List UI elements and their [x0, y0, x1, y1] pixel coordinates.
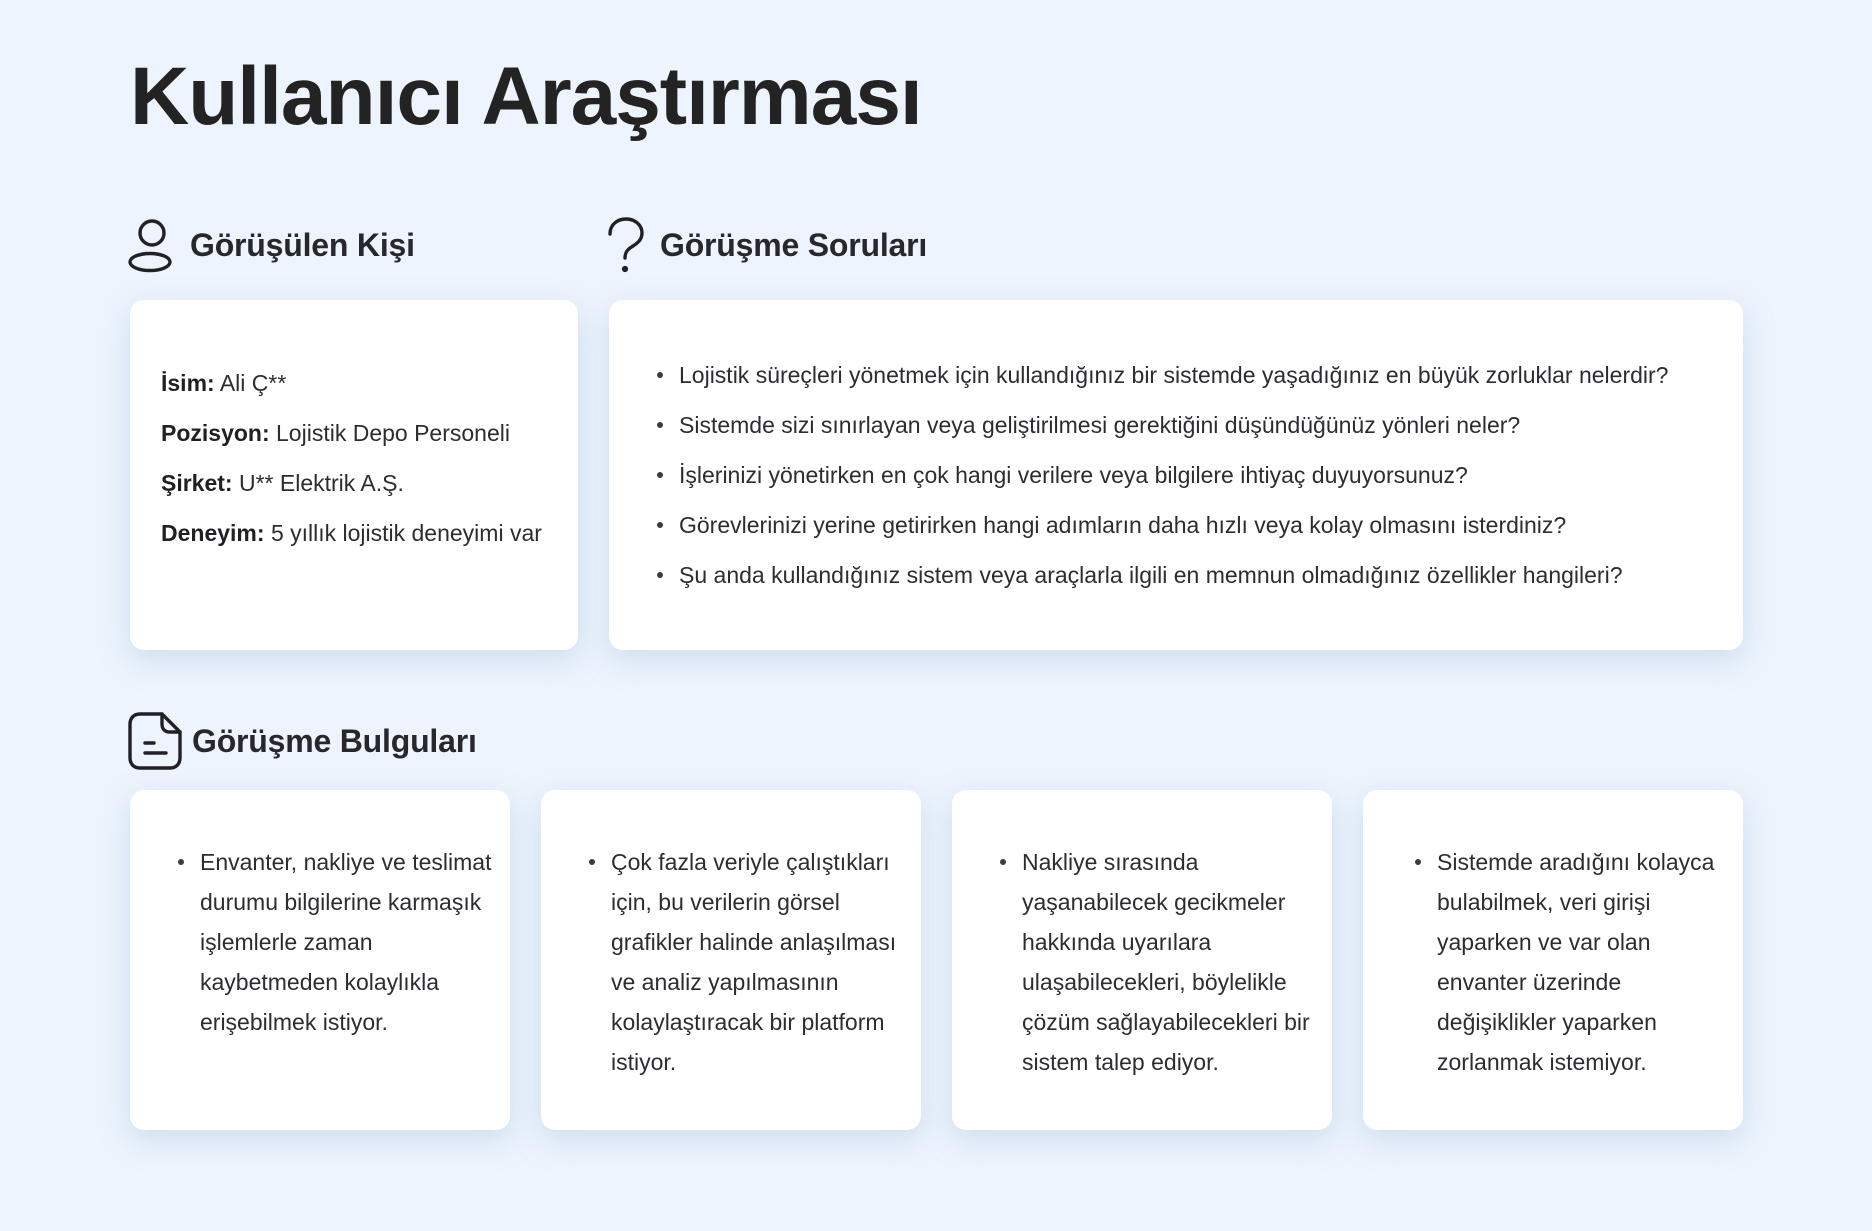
- info-label: Deneyim:: [161, 520, 265, 546]
- question-item: Görevlerinizi yerine getirirken hangi adımların daha hızlı veya kolay olmasını isterdiniz?: [657, 500, 1743, 550]
- info-label: Pozisyon:: [161, 420, 270, 446]
- info-row-experience: [161, 508, 578, 558]
- questions-section-header: [606, 216, 927, 274]
- finding-list: [589, 842, 911, 1082]
- questions-heading: Görüşme Soruları: [660, 226, 928, 263]
- interviewee-section-header: [128, 216, 415, 274]
- finding-card-4: [1363, 790, 1743, 1130]
- user-icon: [128, 216, 176, 274]
- page-title: Kullanıcı Araştırması: [130, 51, 922, 142]
- question-item: Şu anda kullandığınız sistem veya araçlarla ilgili en memnun olmadığınız özellikler hangileri?: [657, 550, 1743, 600]
- interviewee-card: [130, 300, 578, 650]
- info-label: İsim:: [161, 370, 215, 396]
- info-row-name: [161, 358, 578, 408]
- findings-heading: Görüşme Bulguları: [192, 722, 477, 759]
- finding-card-2: [541, 790, 921, 1130]
- info-value: U** Elektrik A.Ş.: [238, 470, 404, 496]
- info-row-position: [161, 408, 578, 458]
- findings-section-header: [128, 712, 477, 770]
- finding-card-1: [130, 790, 510, 1130]
- finding-list: [178, 842, 500, 1042]
- finding-item: Sistemde aradığını kolayca bulabilmek, veri girişi yaparken ve var olan envanter üzerinde değişiklikler yaparken zorlanmak istemiyor.: [1415, 842, 1733, 1082]
- question-item: Lojistik süreçleri yönetmek için kullandığınız bir sistemde yaşadığınız en büyük zorluklar nelerdir?: [657, 350, 1743, 400]
- questions-card: [609, 300, 1743, 650]
- finding-list: [1415, 842, 1733, 1082]
- question-item: Sistemde sizi sınırlayan veya geliştirilmesi gerektiğini düşündüğünüz yönleri neler?: [657, 400, 1743, 450]
- finding-item: Çok fazla veriyle çalıştıkları için, bu verilerin görsel grafikler halinde anlaşılması ve analiz yapılmasının kolaylaştıracak bir platform istiyor.: [589, 842, 911, 1082]
- finding-item: Nakliye sırasında yaşanabilecek gecikmeler hakkında uyarılara ulaşabilecekleri, böylelikle çözüm sağlayabilecekleri bir sistem talep ediyor.: [1000, 842, 1322, 1082]
- info-label: Şirket:: [161, 470, 233, 496]
- finding-card-3: [952, 790, 1332, 1130]
- question-item: İşlerinizi yönetirken en çok hangi verilere veya bilgilere ihtiyaç duyuyorsunuz?: [657, 450, 1743, 500]
- question-icon: [606, 216, 646, 274]
- info-row-company: [161, 458, 578, 508]
- finding-item: Envanter, nakliye ve teslimat durumu bilgilerine karmaşık işlemlerle zaman kaybetmeden kolaylıkla erişebilmek istiyor.: [178, 842, 500, 1042]
- questions-list: [657, 350, 1743, 600]
- info-value: Ali Ç**: [219, 370, 287, 396]
- info-value: Lojistik Depo Personeli: [276, 420, 510, 446]
- info-value: 5 yıllık lojistik deneyimi var: [270, 520, 542, 546]
- finding-list: [1000, 842, 1322, 1082]
- document-icon: [128, 712, 182, 770]
- interviewee-heading: Görüşülen Kişi: [190, 226, 415, 263]
